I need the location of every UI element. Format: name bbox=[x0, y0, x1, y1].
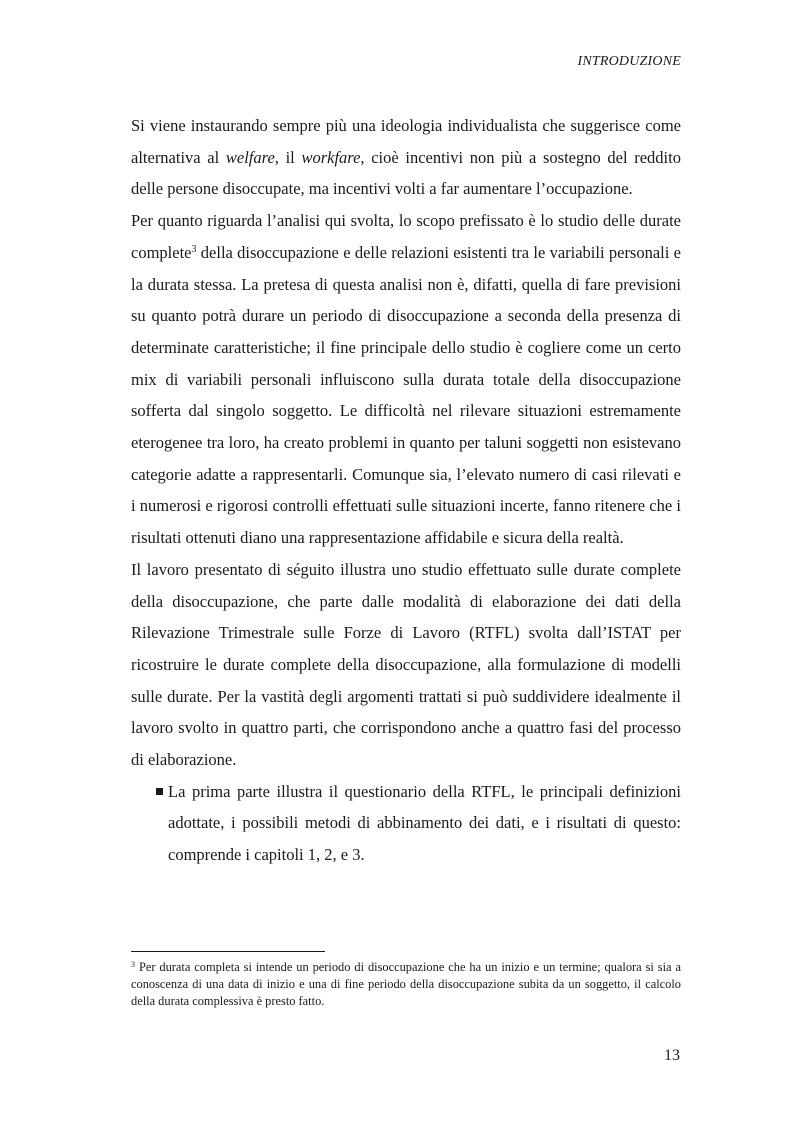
paragraph bbox=[131, 110, 681, 205]
footnote-reference[interactable]: 3 bbox=[191, 243, 197, 255]
emphasis-welfare: welfare bbox=[225, 147, 275, 167]
paragraph-text: Si viene instaurando sempre più una ideologia individualista che suggerisce come alternativa al bbox=[131, 116, 681, 167]
paragraph-text: Per quanto riguarda l’analisi qui svolta, lo scopo prefissato è lo studio delle durate complete bbox=[131, 211, 681, 262]
bullet-list bbox=[131, 776, 681, 871]
square-bullet-icon bbox=[156, 788, 163, 795]
footnote bbox=[131, 959, 681, 1010]
list-item-text: La prima parte illustra il questionario della RTFL, le principali definizioni adottate, i possibili metodi di abbinamento dei dati, e i risultati di questo: comprende i capitoli 1, 2, e 3. bbox=[168, 781, 681, 865]
emphasis-workfare: workfare bbox=[301, 147, 361, 167]
body-text bbox=[131, 110, 681, 871]
footnote-text: Per durata completa si intende un periodo di disoccupazione che ha un inizio e un termine; qualora si sia a conoscenza di una data di inizio e una di fine periodo della disoccupazione subita da un soggetto, il calcolo della durata complessiva è presto fatto. bbox=[131, 960, 681, 1008]
footnote-number: 3 bbox=[131, 960, 135, 969]
paragraph-text: , il bbox=[274, 147, 302, 167]
paragraph-text: , cioè incentivi non più a sostegno del reddito delle persone disoccupate, ma incentivi volti a far aumentare l’occupazione. bbox=[131, 147, 681, 199]
paragraph bbox=[131, 205, 681, 554]
paragraph bbox=[131, 554, 681, 776]
paragraph-text: della disoccupazione e delle relazioni esistenti tra le variabili personali e la durata stessa. La pretesa di questa analisi non è, difatti, quella di fare previsioni su quanto potrà durare un periodo di disoccupazione a seconda della presenza di determinate caratteristiche; il fine principale dello studio è cogliere come un certo mix di variabili personali influiscono sulla durata totale della disoccupazione sofferta dal singolo soggetto. Le difficoltà nel rilevare situazioni estremamente eterogenee tra loro, ha creato problemi in quanto per taluni soggetti non esistevano categorie adatte a rappresentarli. Comunque sia, l’elevato numero di casi rilevati e i numerosi e rigorosi controlli effettuati sulle situazioni incerte, fanno ritenere che i risultati ottenuti diano una rappresentazione affidabile e sicura della realtà. bbox=[131, 242, 681, 548]
running-header: INTRODUZIONE bbox=[577, 54, 681, 69]
footnote-separator bbox=[131, 951, 325, 952]
page-number: 13 bbox=[664, 1047, 680, 1064]
list-item bbox=[131, 776, 681, 871]
paragraph-text: Il lavoro presentato di séguito illustra uno studio effettuato sulle durate complete della disoccupazione, che parte dalle modalità di elaborazione dei dati della Rilevazione Trimestrale sulle Forze di Lavoro (RTFL) svolta dall’ISTAT per ricostruire le durate complete della disoccupazione, alla formulazione di modelli sulle durate. Per la vastità degli argomenti trattati si può suddividere idealmente il lavoro svolto in quattro parti, che corrispondono anche a quattro fasi del processo di elaborazione. bbox=[131, 559, 681, 770]
